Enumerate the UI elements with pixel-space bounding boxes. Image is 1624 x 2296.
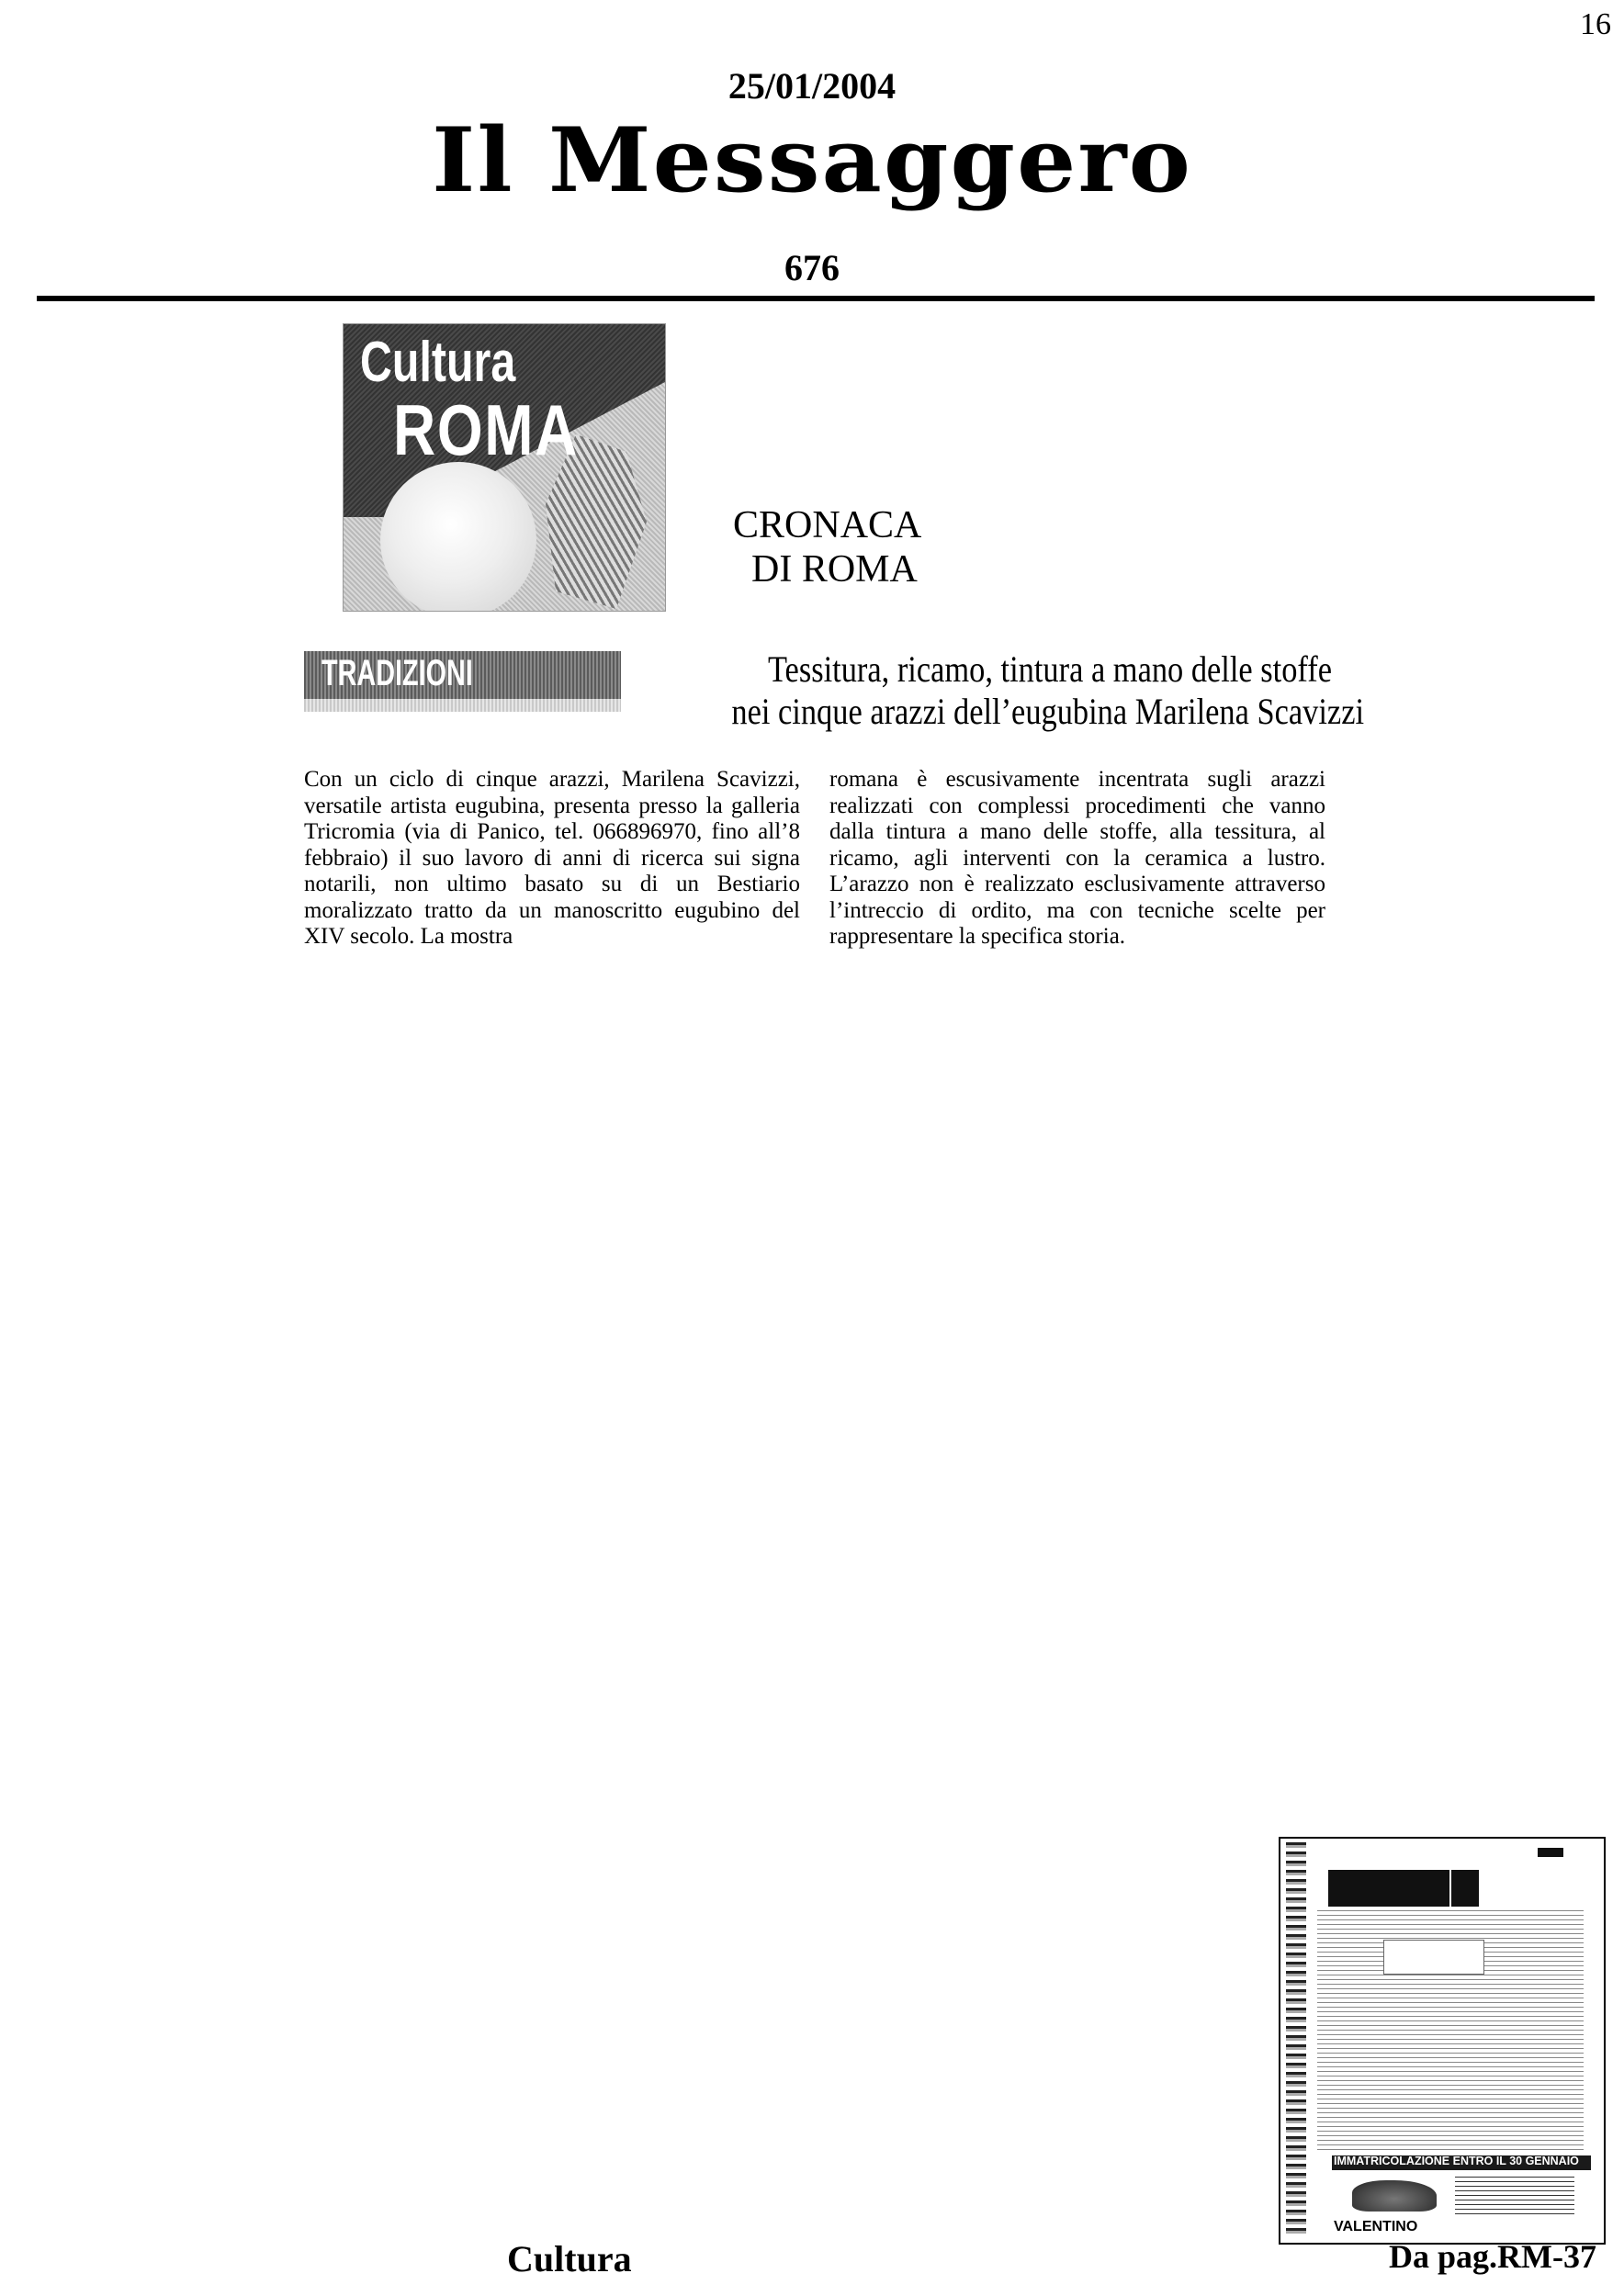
tag-bar-shadow — [304, 699, 621, 712]
publication-date: 25/01/2004 — [727, 65, 897, 107]
thumbnail-headline-box — [1383, 1940, 1484, 1975]
issue-number: 676 — [784, 247, 840, 288]
article-column-1: Con un ciclo di cinque arazzi, Marilena Scavizzi, versatile artista eugubina, presenta presso la galleria Tricromia (via di Panico, tel. 066896970, fino all’8 febbraio) il suo lavoro di anni di ricerca sui signa notarili, non ultimo basato su di un Bestiario moralizzato tratto da un manoscritto eugubino del XIV secolo. La mostra — [304, 767, 800, 949]
headline-line-2: nei cinque arazzi dell’eugubina Marilena Scavizzi — [731, 691, 1365, 732]
thumbnail-block — [1328, 1870, 1449, 1907]
cultura-roma-logo — [343, 323, 666, 612]
thumbnail-banner-text: IMMATRICOLAZIONE ENTRO IL 30 GENNAIO — [1334, 2155, 1579, 2167]
thumbnail-ad-text — [1455, 2177, 1574, 2217]
section-title — [733, 503, 921, 591]
thumbnail-scan-edge — [1286, 1842, 1306, 2237]
thumbnail-block — [1538, 1848, 1563, 1857]
thumbnail-car-image — [1352, 2180, 1437, 2212]
header-rule — [37, 296, 1595, 301]
page-number: 16 — [1580, 7, 1611, 41]
thumbnail-logo: VALENTINO — [1334, 2219, 1418, 2234]
logo-moon-icon — [380, 462, 536, 612]
article-headline — [634, 648, 1365, 733]
masthead: Il Messaggero — [432, 108, 1192, 212]
logo-word-cultura: Cultura — [360, 331, 516, 394]
footer-page-ref: Da pag.RM-37 — [1389, 2238, 1596, 2275]
thumbnail-block — [1451, 1870, 1479, 1907]
article-column-2: romana è escusivamente incentrata sugli arazzi realizzati con complessi procedimenti che vanno dalla tintura a mano delle stoffe, alla tessitura, al ricamo, agli interventi con la ceramica a lustro. L’arazzo non è realizzato esclusivamente attraverso l’intreccio di ordito, ma con tecniche scelte per rappresentare la specifica storia. — [829, 767, 1325, 949]
footer-section: Cultura — [507, 2238, 632, 2279]
page-thumbnail — [1279, 1837, 1606, 2245]
article-tag: TRADIZIONI — [321, 653, 473, 693]
section-line-1: CRONACA — [733, 504, 922, 546]
logo-word-roma: ROMA — [393, 389, 579, 470]
headline-line-1: Tessitura, ricamo, tintura a mano delle stoffe — [767, 648, 1332, 690]
section-line-2: DI ROMA — [751, 548, 918, 591]
